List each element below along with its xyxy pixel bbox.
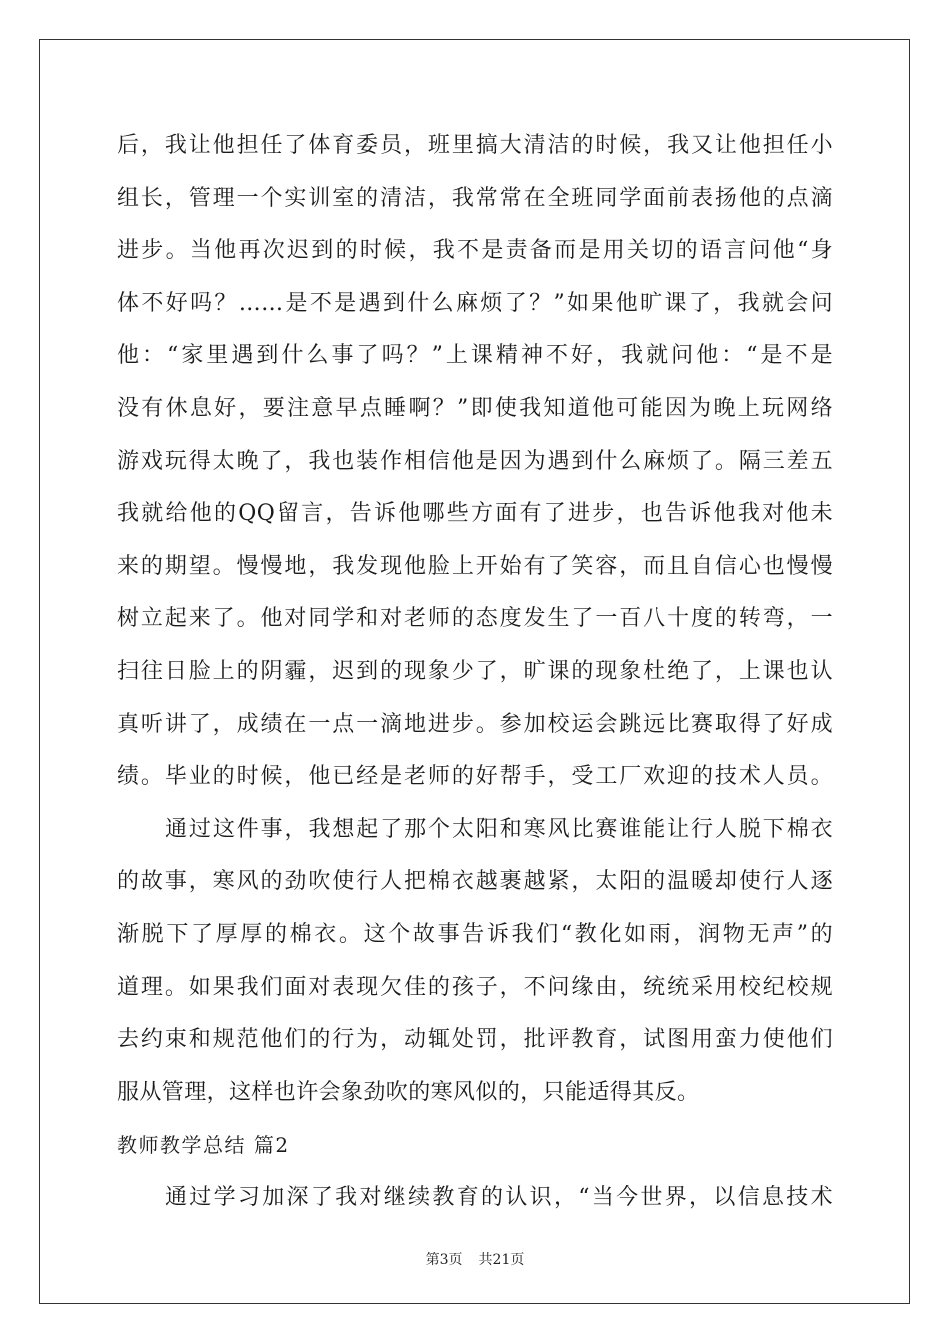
text-line: 我就给他的QQ留言，告诉他哪些方面有了进步，也告诉他我对他未 (117, 501, 833, 527)
page-number: 第3页 (425, 1252, 463, 1268)
section-heading: 教师教学总结 篇2 (117, 1133, 290, 1158)
text-line: 他：“家里遇到什么事了吗？”上课精神不好，我就问他：“是不是 (117, 343, 833, 369)
text-line: 组长，管理一个实训室的清洁，我常常在全班同学面前表扬他的点滴 (117, 185, 833, 211)
text-line: 进步。当他再次迟到的时候，我不是责备而是用关切的语言问他“身 (117, 238, 833, 264)
text-line: 服从管理，这样也许会象劲吹的寒风似的，只能适得其反。 (117, 1079, 700, 1105)
total-pages: 共21页 (478, 1252, 525, 1268)
text-line: 的故事，寒风的劲吹使行人把棉衣越裹越紧，太阳的温暖却使行人逐 (117, 869, 833, 895)
document-body (117, 120, 833, 1224)
text-line: 绩。毕业的时候，他已经是老师的好帮手，受工厂欢迎的技术人员。 (117, 764, 833, 790)
text-line: 道理。如果我们面对表现欠佳的孩子，不问缘由，统统采用校纪校规 (117, 974, 833, 1000)
text-line: 扫往日脸上的阴霾，迟到的现象少了，旷课的现象杜绝了，上课也认 (117, 658, 833, 684)
text-line: 体不好吗？……是不是遇到什么麻烦了？”如果他旷课了，我就会问 (117, 290, 833, 316)
paragraph-first-line: 通过学习加深了我对继续教育的认识，“当今世界，以信息技术 (165, 1184, 833, 1210)
text-line: 树立起来了。他对同学和对老师的态度发生了一百八十度的转弯，一 (117, 606, 833, 632)
text-line: 没有休息好，要注意早点睡啊？”即使我知道他可能因为晚上玩网络 (117, 395, 833, 421)
text-line: 真听讲了，成绩在一点一滴地进步。参加校运会跳远比赛取得了好成 (117, 711, 833, 737)
paragraph-first-line: 通过这件事，我想起了那个太阳和寒风比赛谁能让行人脱下棉衣 (165, 816, 833, 842)
text-line: 去约束和规范他们的行为，动辄处罚，批评教育，试图用蛮力使他们 (117, 1027, 833, 1053)
page-footer (0, 1249, 950, 1269)
text-line: 游戏玩得太晚了，我也装作相信他是因为遇到什么麻烦了。隔三差五 (117, 448, 833, 474)
text-line: 渐脱下了厚厚的棉衣。这个故事告诉我们“教化如雨，润物无声”的 (117, 921, 833, 947)
text-line: 来的期望。慢慢地，我发现他脸上开始有了笑容，而且自信心也慢慢 (117, 553, 833, 579)
text-line: 后，我让他担任了体育委员，班里搞大清洁的时候，我又让他担任小 (117, 133, 833, 158)
